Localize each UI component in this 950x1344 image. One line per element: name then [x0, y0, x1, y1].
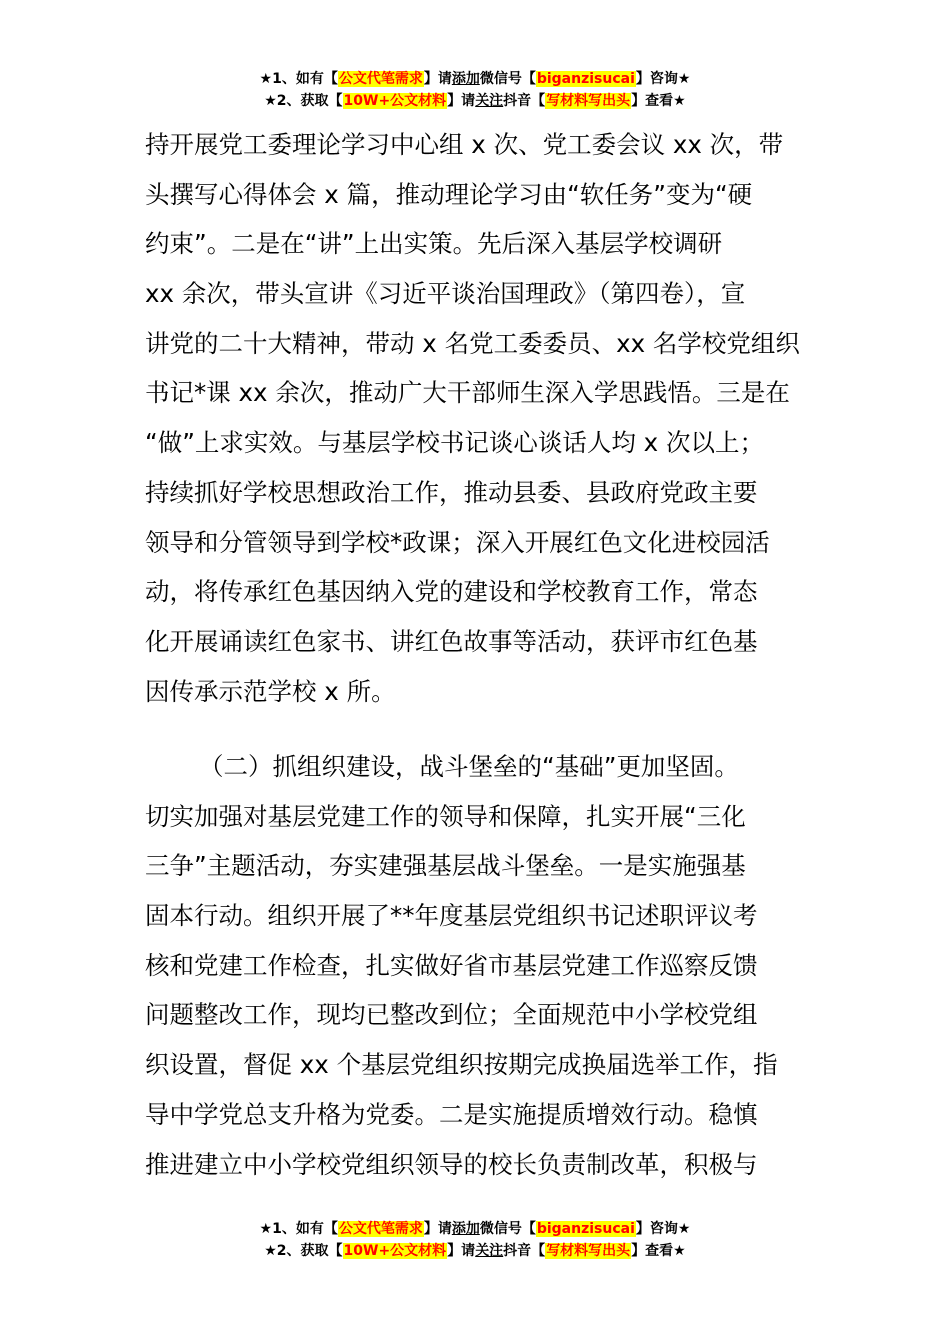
banner-highlight: 10W+公文材料 — [343, 93, 447, 109]
banner-text: 】请 — [423, 71, 452, 87]
banner-line-2 — [0, 1240, 950, 1262]
text-line: 导中学党总支升格为党委。二是实施提质增效行动。稳慎 — [145, 1099, 758, 1129]
section-heading: （二）抓组织建设，战斗堡垒的“基础”更加坚固。 — [199, 752, 739, 781]
text-line: 讲党的二十大精神，带动 x 名党工委委员、xx 名学校党组织 — [145, 328, 800, 358]
banner-douyin-id: 写材料写出头 — [546, 93, 631, 109]
text-line: 推进建立中小学校党组织领导的校长负责制改革，积极与 — [145, 1149, 758, 1179]
banner-underline: 添加 — [451, 1221, 480, 1237]
banner-douyin-id: 写材料写出头 — [546, 1243, 631, 1259]
banner-text: ★2、获取【 — [264, 93, 343, 109]
banner-text: 抖音【 — [503, 93, 546, 109]
paragraph-1 — [145, 120, 807, 716]
text-line: 三争”主题活动，夯实建强基层战斗堡垒。一是实施强基 — [145, 851, 746, 881]
text-line: 领导和分管领导到学校*政课；深入开展红色文化进校园活 — [145, 527, 770, 557]
banner-line-1 — [0, 1218, 950, 1240]
text-line: 问题整改工作，现均已整改到位；全面规范中小学校党组 — [145, 1000, 758, 1030]
banner-text: 微信号【 — [479, 71, 536, 87]
text-line: 核和党建工作检查，扎实做好省市基层党建工作巡察反馈 — [145, 950, 758, 980]
text-line: 切实加强对基层党建工作的领导和保障，扎实开展“三化 — [145, 801, 746, 831]
banner-text: 微信号【 — [479, 1221, 536, 1237]
banner-text: ★2、获取【 — [264, 1243, 343, 1259]
banner-text: 】请 — [423, 1221, 452, 1237]
banner-text: 】查看★ — [631, 1243, 686, 1259]
banner-text: ★1、如有【 — [259, 1221, 338, 1237]
banner-text: 】请 — [447, 1243, 476, 1259]
banner-text: 】请 — [447, 93, 476, 109]
banner-underline: 关注 — [475, 93, 504, 109]
text-line: 头撰写心得体会 x 篇，推动理论学习由“软任务”变为“硬 — [145, 179, 753, 209]
banner-wechat-id: biganzisucai — [536, 1221, 635, 1237]
text-line: 固本行动。组织开展了**年度基层党组织书记述职评议考 — [145, 901, 758, 931]
text-line: “做”上求实效。与基层学校书记谈心谈话人均 x 次以上； — [145, 428, 764, 458]
banner-text: 】咨询★ — [635, 1221, 691, 1237]
footer-banner — [0, 1218, 950, 1262]
banner-text: 】咨询★ — [635, 71, 691, 87]
text-line: 持开展党工委理论学习中心组 x 次、党工委会议 xx 次，带 — [145, 130, 784, 159]
banner-wechat-id: biganzisucai — [536, 71, 635, 87]
banner-text: ★1、如有【 — [259, 71, 338, 87]
banner-underline: 关注 — [475, 1243, 504, 1259]
text-line: 织设置，督促 xx 个基层党组织按期完成换届选举工作，指 — [145, 1050, 778, 1080]
banner-highlight: 公文代笔需求 — [338, 71, 423, 87]
paragraph-2 — [145, 742, 807, 1189]
text-line: 化开展诵读红色家书、讲红色故事等活动，获评市红色基 — [145, 626, 758, 656]
banner-highlight: 公文代笔需求 — [338, 1221, 423, 1237]
banner-underline: 添加 — [451, 71, 480, 87]
text-line: 书记*课 xx 余次，推动广大干部师生深入学思践悟。三是在 — [145, 378, 790, 408]
header-banner — [0, 68, 950, 112]
banner-text: 抖音【 — [503, 1243, 546, 1259]
banner-line-1 — [0, 68, 950, 90]
banner-text: 】查看★ — [631, 93, 686, 109]
text-line: xx 余次，带头宣讲《习近平谈治国理政》（第四卷），宣 — [145, 279, 746, 309]
text-line: 持续抓好学校思想政治工作，推动县委、县政府党政主要 — [145, 477, 758, 507]
text-line: 动，将传承红色基因纳入党的建设和学校教育工作，常态 — [145, 577, 758, 607]
text-line: 约束”。二是在“讲”上出实策。先后深入基层学校调研 — [145, 229, 723, 259]
banner-line-2 — [0, 90, 950, 112]
banner-highlight: 10W+公文材料 — [343, 1243, 447, 1259]
text-line: 因传承示范学校 x 所。 — [145, 676, 396, 706]
